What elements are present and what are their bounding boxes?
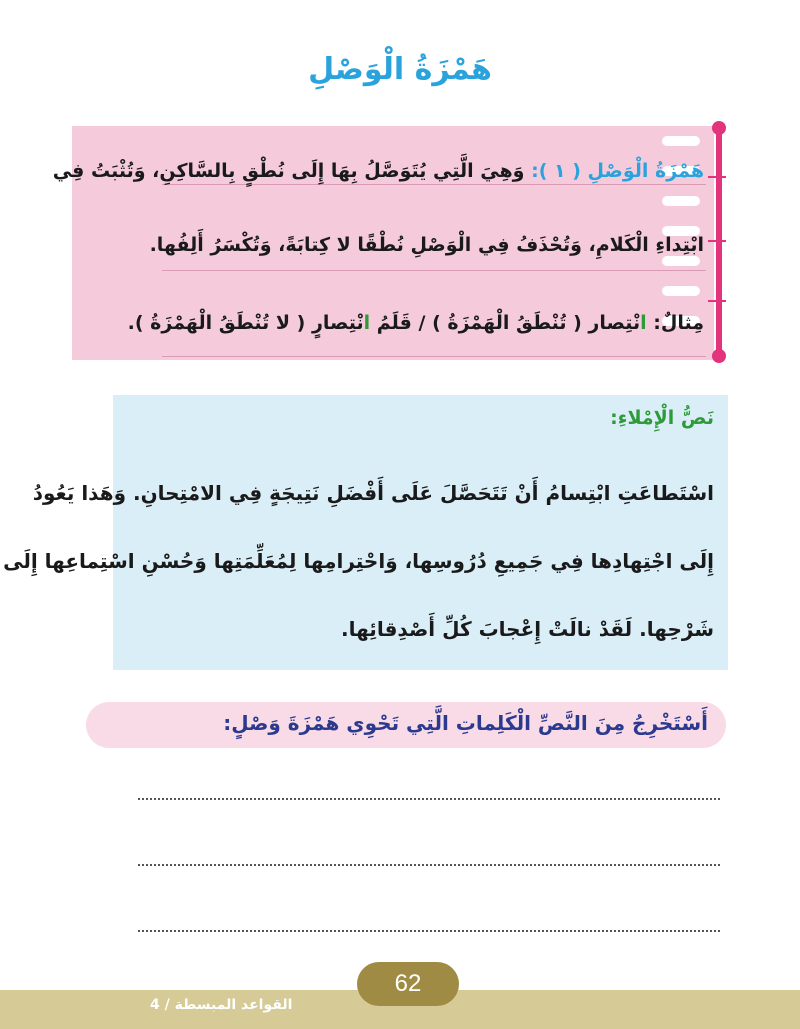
example-note-b: ( لا تُنْطَقُ الْهَمْزَةُ ).: [127, 312, 306, 334]
book-name: القواعد المبسطة / 4: [150, 997, 293, 1013]
definition-text: وَهِيَ الَّتِي يُتَوَصَّلُ بِهَا إِلَى نُطْقٍ بِالسَّاكِنِ، وَتُثْبَتُ فِي: [52, 160, 525, 182]
page-number: 62: [357, 962, 459, 1006]
binding-tick: [708, 176, 726, 178]
dictation-line-2: إِلَى اجْتِهادِها فِي جَمِيعِ دُرُوسِها، وَاحْتِرامِها لِمُعَلِّمَتِها وَحُسْنِ اسْتِماعِها إِلَى: [3, 549, 714, 573]
definition-line-1: [52, 160, 704, 182]
example-note-a: ( تُنْطَقُ الْهَمْزَةُ ): [432, 312, 582, 334]
binding-bar: [716, 128, 722, 356]
answer-line-1[interactable]: [138, 798, 720, 800]
ruled-line: [162, 270, 706, 271]
binding-tick: [708, 240, 726, 242]
instruction-banner: [86, 702, 726, 748]
example-word-a: انْتِصار: [588, 312, 647, 334]
page-title: هَمْزَةُ الْوَصْلِ: [308, 52, 492, 87]
example-line: [127, 312, 704, 334]
ruled-line: [162, 184, 706, 185]
definition-line-2: [134, 234, 704, 256]
binding-tick: [708, 300, 726, 302]
ring-tab: [662, 196, 700, 206]
example-separator: /: [418, 312, 426, 334]
dictation-line-3: شَرْحِها. لَقَدْ نالَتْ إِعْجابَ كُلِّ أَصْدِقائِها.: [341, 617, 714, 641]
ruled-line: [162, 356, 706, 357]
dictation-box: [3, 395, 728, 670]
answer-line-3[interactable]: [138, 930, 720, 932]
answer-line-2[interactable]: [138, 864, 720, 866]
dictation-line-1: اسْتَطاعَتِ ابْتِسامُ أَنْ تَتَحَصَّلَ عَلَى أَفْضَلِ نَتِيجَةٍ فِي الامْتِحانِ. وَهَذا يَعُودُ: [32, 481, 714, 505]
binding-knob-top: [712, 121, 726, 135]
ring-tab: [662, 286, 700, 296]
ring-tab: [662, 136, 700, 146]
example-word-b: قَلَمُ انْتِصارٍ: [311, 312, 412, 334]
definition-term: هَمْزَةُ الْوَصْلِ ( ١ ):: [531, 160, 704, 182]
definition-text: ابْتِداءِ الْكَلامِ، وَتُحْذَفُ فِي الْوَصْلِ نُطْقًا لا كِتابَةً، وَتُكْسَرُ أَلِفُها.: [149, 234, 704, 256]
binding-knob-bottom: [712, 349, 726, 363]
example-label: مِثالٌ:: [653, 312, 704, 334]
dictation-heading: نَصُّ الْإِمْلاءِ:: [610, 407, 714, 429]
instruction-text: أَسْتَخْرِجُ مِنَ النَّصِّ الْكَلِماتِ الَّتِي تَحْوِي هَمْزَةَ وَصْلٍ:: [223, 711, 708, 735]
ring-tab: [662, 256, 700, 266]
